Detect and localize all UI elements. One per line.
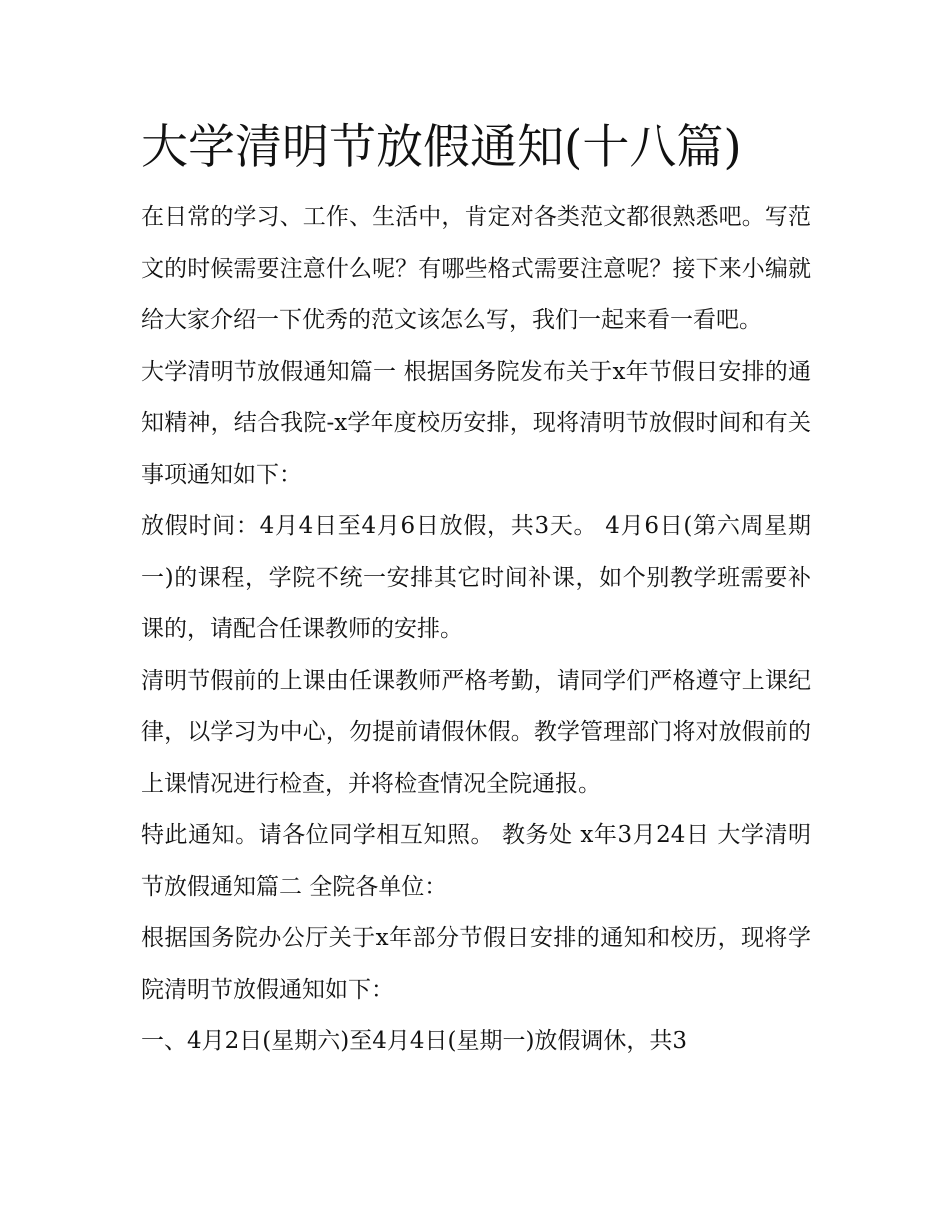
intro-paragraph: 在日常的学习、工作、生活中，肯定对各类范文都很熟悉吧。写范文的时候需要注意什么呢？有哪些格式需要注意呢？接下来小编就给大家介绍一下优秀的范文该怎么写，我们一起来看一看吧。 [141,204,811,333]
attendance-paragraph: 清明节假前的上课由任课教师严格考勤，请同学们严格遵守上课纪律，以学习为中心，勿提前请假休假。教学管理部门将对放假前的上课情况进行检查，并将检查情况全院通报。 [141,667,811,797]
notice-two-opening-paragraph: 根据国务院办公厅关于x年部分节假日安排的通知和校历，现将学院清明节放假通知如下： [141,925,811,1003]
document-title: 大学清明节放假通知(十八篇) [141,120,742,175]
schedule-item-one: 一、4月2日(星期六)至4月4日(星期一)放假调休，共3 [141,1028,688,1054]
notice-one-opening-paragraph: 大学清明节放假通知篇一 根据国务院发布关于x年节假日安排的通知精神，结合我院-x学年度校历安排，现将清明节放假时间和有关事项通知如下： [141,358,811,488]
document-body [141,108,811,1068]
notice-closing-paragraph: 特此通知。请各位同学相互知照。 教务处 x年3月24日 大学清明节放假通知篇二 全院各单位： [141,822,811,900]
holiday-time-paragraph: 放假时间：4月4日至4月6日放假，共3天。 4月6日(第六周星期一)的课程，学院不统一安排其它时间补课，如个别教学班需要补课的，请配合任课教师的安排。 [141,513,811,642]
